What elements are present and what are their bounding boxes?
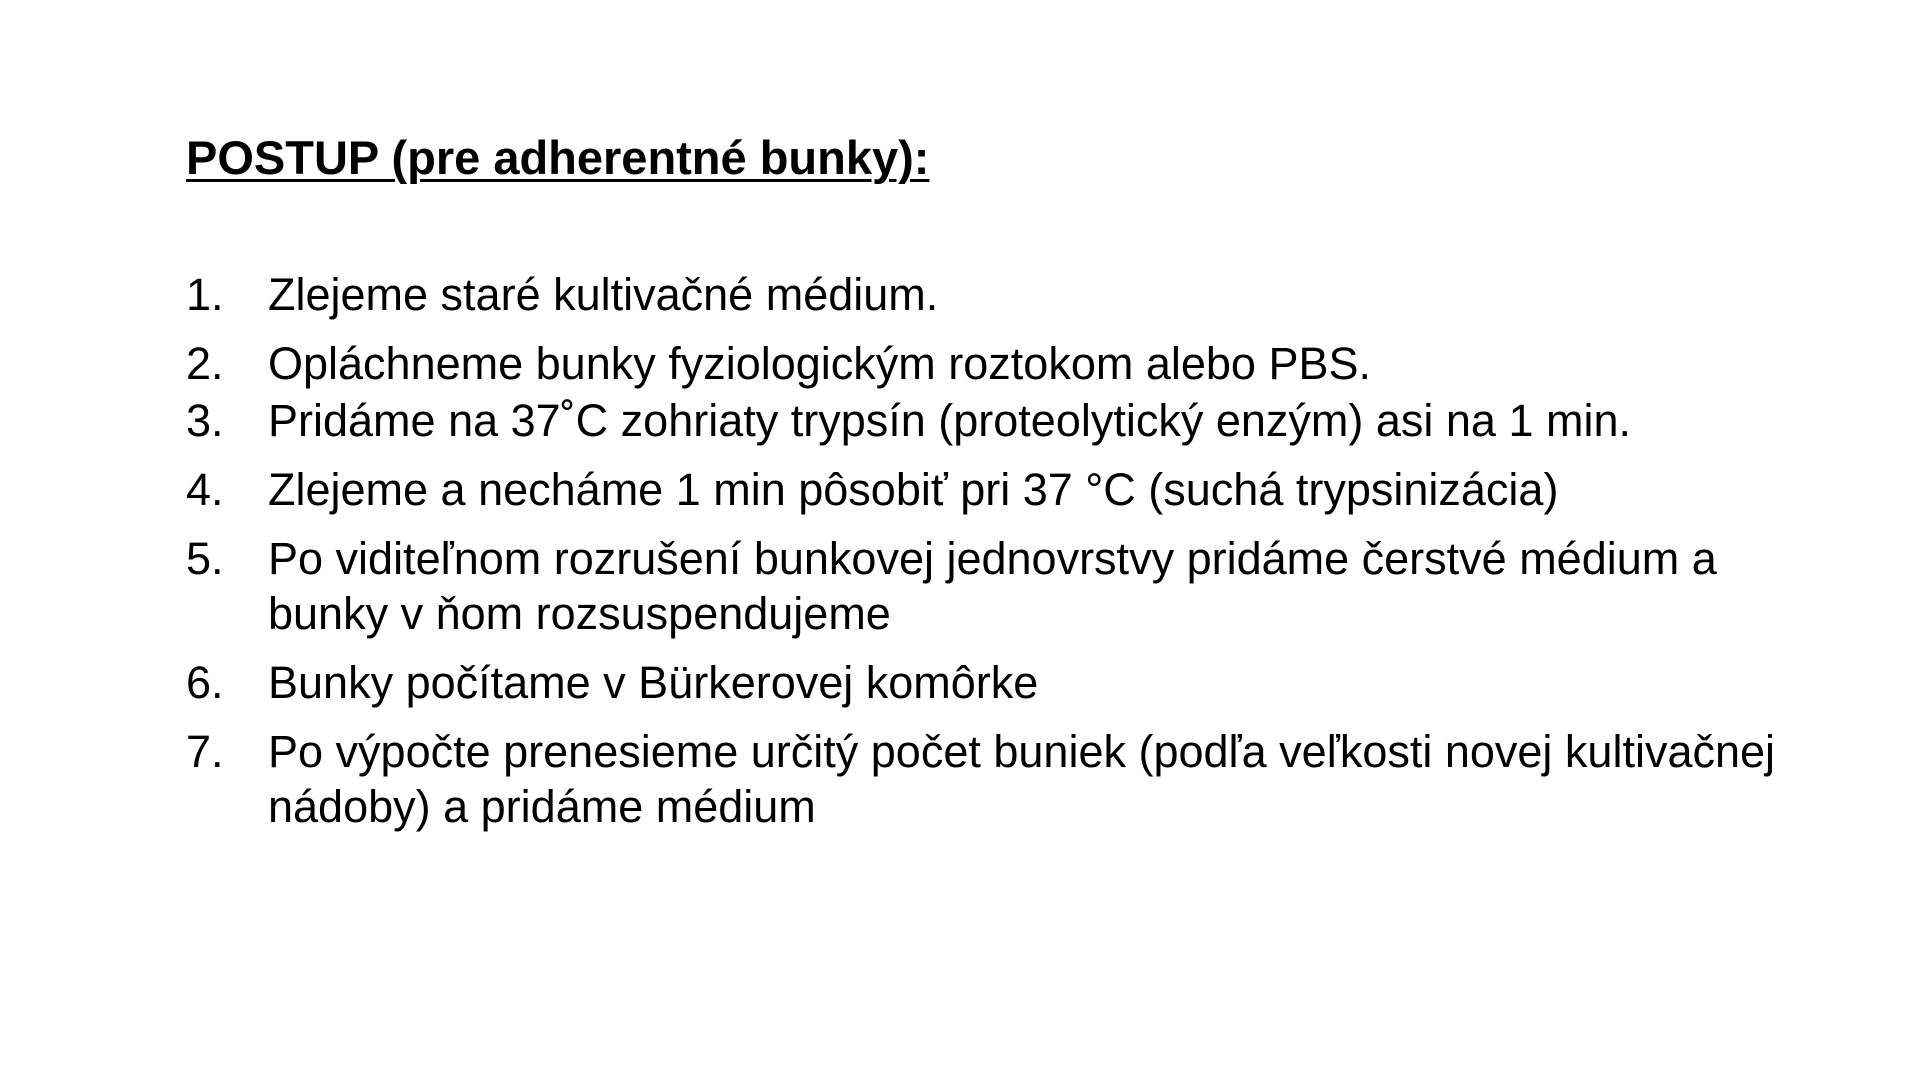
step-number: 3. xyxy=(186,395,224,446)
step-text: Bunky počítame v Bürkerovej komôrke xyxy=(268,657,1039,708)
step-text: Zlejeme staré kultivačné médium. xyxy=(268,269,939,320)
slide-title: POSTUP (pre adherentné bunky): xyxy=(186,131,930,184)
step-number: 5. xyxy=(186,533,224,584)
step-text: Po výpočte prenesieme určitý počet buniek (podľa veľkosti novej kultivačnej nádoby) a pridáme médium xyxy=(268,726,1776,832)
step-number: 6. xyxy=(186,657,224,708)
step-number: 1. xyxy=(186,269,224,320)
step-text: Opláchneme bunky fyziologickým roztokom alebo PBS. xyxy=(268,338,1372,389)
step-number: 2. xyxy=(186,338,224,389)
step-text: Zlejeme a necháme 1 min pôsobiť pri 37 °C (suchá trypsinizácia) xyxy=(268,464,1559,515)
step-text: Pridáme na 37˚C zohriaty trypsín (proteolytický enzým) asi na 1 min. xyxy=(268,395,1632,446)
step-number: 7. xyxy=(186,726,224,777)
step-number: 4. xyxy=(186,464,224,515)
step-text: Po viditeľnom rozrušení bunkovej jednovrstvy pridáme čerstvé médium a bunky v ňom rozsuspendujeme xyxy=(268,533,1717,639)
